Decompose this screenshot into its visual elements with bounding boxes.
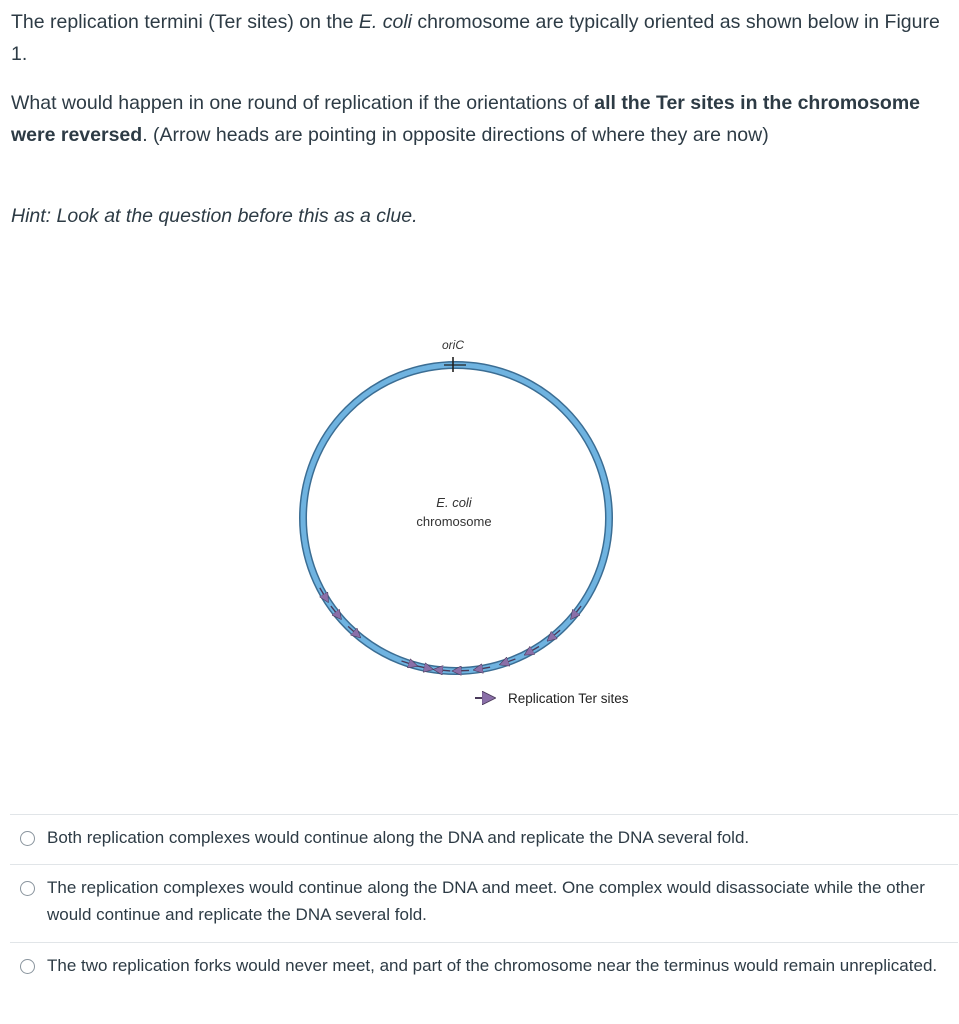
answer-text: The two replication forks would never meet, and part of the chromosome near the terminus would remain unreplicated. (47, 956, 938, 975)
chromosome-ring (303, 365, 609, 671)
answer-option[interactable] (10, 814, 958, 864)
ter-site-arrow (435, 670, 450, 671)
question-text-part: What would happen in one round of replication if the orientations of (11, 92, 595, 114)
question-organism-name: E. coli (358, 11, 412, 33)
question-text-part: . (Arrow heads are pointing in opposite directions of where they are now) (142, 124, 769, 146)
answer-text: The replication complexes would continue along the DNA and meet. One complex would disassociate while the other would continue and replicate the DNA several fold. (47, 878, 925, 924)
ter-site-arrow (454, 670, 469, 671)
ter-site-arrow (572, 606, 581, 618)
ter-site-arrow (501, 659, 515, 664)
ter-site-arrow (402, 661, 417, 666)
answer-option[interactable] (10, 864, 958, 942)
radio-button[interactable] (20, 959, 35, 974)
radio-button[interactable] (20, 831, 35, 846)
radio-button[interactable] (20, 881, 35, 896)
question-text-part: The replication termini (Ter sites) on the (11, 11, 359, 33)
legend-label: Replication Ter sites (508, 691, 629, 706)
ter-site-arrow (417, 666, 432, 669)
ter-site-arrow (526, 647, 539, 655)
answer-text: Both replication complexes would continue along the DNA and replicate the DNA several fold. (47, 828, 750, 847)
chromosome-ring-outline (303, 365, 609, 671)
ter-site-arrow (331, 606, 340, 618)
ter-sites-group (320, 588, 581, 671)
question-text-part: chromosome are typically oriented as shown below in Figure 1. (11, 11, 940, 65)
answer-list (10, 814, 958, 1022)
question-paragraph-2 (11, 87, 951, 151)
oric-label: oriC (441, 338, 465, 352)
answer-option[interactable] (10, 942, 958, 1022)
question-paragraph-1 (11, 6, 951, 70)
ter-site-arrow (475, 667, 490, 670)
center-label-organism: E. coli (436, 495, 472, 510)
question-emphasis: all the Ter sites in the chromosome were reversed (11, 92, 921, 146)
ter-site-arrow (320, 588, 328, 601)
hint-text: Hint: Look at the question before this as a clue. (11, 205, 418, 227)
center-label-chromosome: chromosome (416, 514, 492, 529)
ter-site-arrow (348, 626, 359, 636)
ter-site-arrow (548, 630, 560, 640)
